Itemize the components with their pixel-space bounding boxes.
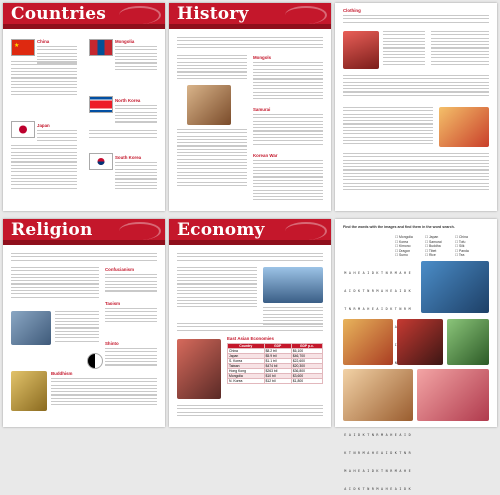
word-list-item: ☐ Dragon [395,248,411,253]
grid-letter[interactable]: A [348,469,351,473]
section-text [343,75,489,98]
table-cell: Japan [228,354,265,359]
grid-letter[interactable]: K [358,487,361,491]
table-cell: $20,300 [291,364,322,369]
grid-letter[interactable]: H [385,487,388,491]
section-text [11,267,99,300]
grid-letter[interactable]: N [385,469,388,473]
section-text [177,129,247,188]
table-cell: Taiwan [228,364,265,369]
grid-letter[interactable]: N [385,271,388,275]
grid-letter[interactable]: E [358,271,361,275]
word-list-item: ☐ Sumo [395,253,408,258]
table-cell: $46,700 [291,354,322,359]
grid-letter[interactable]: N [353,451,356,455]
hanbok-image [343,31,379,69]
grid-letter[interactable]: A [348,433,351,437]
svg-text:★: ★ [14,43,20,49]
grid-letter[interactable]: K [390,307,393,311]
grid-letter[interactable]: I [353,433,356,437]
word-list-item: ☐ Tea [455,253,465,258]
section-heading: Mongols [253,55,272,60]
grid-letter[interactable]: H [353,469,356,473]
grid-letter[interactable]: I [394,343,397,347]
section-text [89,130,157,140]
page-economy [169,219,331,427]
table-header: GDP p.c. [291,344,322,349]
grid-letter[interactable]: E [390,487,393,491]
grid-letter[interactable]: T [399,451,402,455]
section-text [11,145,77,191]
table-cell: $36,800 [291,369,322,374]
intro-text [11,253,157,263]
section-heading: Shinto [105,341,119,346]
grid-letter[interactable]: R [390,271,393,275]
grid-letter[interactable]: D [403,487,407,491]
grid-letter[interactable]: A [385,433,388,437]
grid-letter[interactable]: K [344,451,347,455]
grid-letter[interactable]: H [385,289,388,293]
grid-letter[interactable]: T [381,271,384,275]
grid-letter[interactable]: M [344,271,347,275]
grid-letter[interactable]: R [353,307,356,311]
section-text [105,348,157,368]
table-cell: $22,600 [291,359,322,364]
section-text [383,31,425,67]
economy-table [227,343,323,384]
page-title: Religion [11,220,93,240]
table-cell: $5.9 tril [264,354,291,359]
page-title: History [177,4,249,24]
grid-letter[interactable]: I [348,289,351,293]
grid-letter[interactable]: A [344,487,347,491]
grid-letter[interactable]: H [353,271,356,275]
kimono-image [439,107,489,147]
grid-letter[interactable]: M [408,307,411,311]
grid-letter[interactable]: D [371,469,374,473]
section-text [343,107,433,146]
section-heading: Korean War [253,153,278,158]
table-row [228,379,323,384]
table-cell: $10 bil [264,374,291,379]
section-text [55,311,99,344]
grid-letter[interactable]: T [394,307,397,311]
grid-letter[interactable]: T [362,487,365,491]
section-text [343,15,489,25]
grid-letter[interactable]: K [376,271,379,275]
section-text [177,323,323,333]
grid-letter[interactable]: I [367,469,370,473]
section-heading: Clothing [343,8,361,13]
word-list [395,235,491,258]
grid-letter[interactable]: M [394,271,397,275]
buddha-statue-image [11,371,47,411]
grid-letter[interactable]: D [390,451,393,455]
section-text [177,405,323,418]
grid-letter[interactable]: M [358,307,361,311]
grid-letter[interactable]: N [371,433,374,437]
table-cell: $6,100 [291,349,322,354]
grid-letter[interactable]: K [394,451,397,455]
collage-image [343,319,393,365]
table-cell: Hong Kong [228,369,265,374]
grid-letter[interactable]: I [385,451,388,455]
section-heading: Confucianism [105,267,135,272]
collage-image [421,261,489,313]
grid-letter[interactable]: E [394,433,397,437]
grid-letter[interactable]: E [390,289,393,293]
grid-letter[interactable]: R [376,433,379,437]
grid-letter[interactable]: N [348,307,351,311]
grid-letter[interactable]: M [376,289,379,293]
section-text [115,105,157,125]
word-list-item: ☐ China [455,235,468,239]
grid-letter[interactable]: I [381,307,384,311]
grid-letter[interactable]: M [376,487,379,491]
grid-letter[interactable]: D [353,289,356,293]
section-text [431,31,489,67]
grid-letter[interactable]: D [353,487,356,491]
section-text [177,267,257,310]
grid-letter[interactable]: I [367,271,370,275]
grid-letter[interactable]: D [403,289,407,293]
grid-letter[interactable]: E [358,469,361,473]
table-cell: $1,800 [291,379,322,384]
section-text [177,55,247,81]
grid-letter[interactable]: T [344,307,347,311]
grid-letter[interactable]: R [403,307,407,311]
grid-letter[interactable]: N [367,487,370,491]
section-heading: Buddhism [51,371,73,376]
grid-letter[interactable]: T [362,289,365,293]
table-cell: $8.2 tril [264,349,291,354]
table-cell: N. Korea [228,379,265,384]
grid-letter[interactable]: D [385,307,388,311]
grid-letter[interactable]: N [399,307,402,311]
genghis-khan-portrait-image [187,85,231,125]
collage-image [397,319,443,365]
section-heading: China [37,39,50,44]
grid-letter[interactable]: A [376,307,379,311]
page-countries [3,3,165,211]
south-korea-flag-icon [89,153,113,170]
page-title: Economy [177,220,265,240]
grid-letter[interactable]: K [408,289,411,293]
table-cell: $1.1 tril [264,359,291,364]
grid-letter[interactable]: A [394,487,397,491]
grid-letter[interactable]: A [348,271,351,275]
grid-letter[interactable]: H [367,307,370,311]
grid-letter[interactable]: M [344,469,347,473]
grid-letter[interactable]: H [371,451,374,455]
grid-letter[interactable]: T [367,433,370,437]
section-text [37,130,77,143]
table-title: East Asian Economies [227,336,274,341]
grid-letter[interactable]: A [399,469,402,473]
grid-letter[interactable]: R [408,451,411,455]
section-text [11,61,77,97]
grid-letter[interactable]: H [390,433,393,437]
grid-letter[interactable]: R [371,487,374,491]
table-cell: $3,600 [291,374,322,379]
grid-letter[interactable]: H [403,271,407,275]
grid-letter[interactable]: D [408,433,411,437]
section-text [115,162,157,192]
grid-letter[interactable]: R [390,469,393,473]
puzzle-instruction: Find the words with the images and find them in the word search. [343,225,455,229]
grid-letter[interactable]: R [358,451,361,455]
grid-letter[interactable]: K [408,487,411,491]
collage-image [343,369,413,421]
grid-letter[interactable]: I [399,289,402,293]
page-history [169,3,331,211]
page-culture [335,3,497,211]
section-text [343,153,489,192]
section-text [253,62,323,101]
grid-letter[interactable]: A [362,469,365,473]
word-list-item: ☐ Mongolia [395,235,413,239]
word-list-item: ☐ Korea [395,239,409,244]
intro-text [177,37,323,50]
grid-letter[interactable]: H [403,469,407,473]
grid-letter[interactable]: D [371,271,374,275]
section-text [115,46,157,72]
word-list-item: ☐ Buddha [425,244,441,249]
section-heading: Mongolia [115,39,135,44]
yin-yang-icon [87,353,103,369]
section-heading: South Korea [115,155,142,160]
grid-letter[interactable]: A [381,289,384,293]
table-cell: $12 bil [264,379,291,384]
page-puzzle [335,219,497,491]
section-text [253,160,323,203]
word-list-item: ☐ Samurai [425,239,442,244]
grid-letter[interactable]: K [358,289,361,293]
grid-letter[interactable]: E [408,271,411,275]
skyline-image [263,267,323,303]
table-cell: Mongolia [228,374,265,379]
grid-letter[interactable]: M [394,469,397,473]
north-korea-flag-icon [89,96,113,113]
section-heading: Taoism [105,301,121,306]
word-list-item: ☐ Rice [425,253,436,258]
grid-letter[interactable]: E [376,451,379,455]
section-text [253,114,323,147]
grid-letter[interactable]: I [403,433,407,437]
collage-image [417,369,489,421]
grid-letter[interactable]: E [408,469,411,473]
grid-letter[interactable]: A [394,289,397,293]
grid-letter[interactable]: E [371,307,374,311]
page-religion [3,219,165,427]
section-heading: Samurai [253,107,271,112]
grid-letter[interactable]: A [381,487,384,491]
grid-letter[interactable]: T [348,451,351,455]
word-list-item: ☐ Panda [455,248,469,253]
table-cell: China [228,349,265,354]
grid-letter[interactable]: R [371,289,374,293]
collage-image [447,319,489,365]
grid-letter[interactable]: A [362,307,365,311]
grid-letter[interactable]: A [399,271,402,275]
grid-letter[interactable]: E [344,433,347,437]
grid-letter[interactable]: K [362,433,365,437]
section-text [105,308,157,324]
table-cell: $474 bil [264,364,291,369]
word-list-item: ☐ Silk [455,244,465,249]
grid-letter[interactable]: A [399,433,402,437]
grid-letter[interactable]: K [376,469,379,473]
market-image [177,339,221,399]
grid-letter[interactable]: A [381,451,384,455]
table-header: GDP [264,344,291,349]
grid-letter[interactable]: I [399,487,402,491]
word-list-item: ☐ Kimono [395,244,411,249]
grid-letter[interactable]: A [367,451,370,455]
section-text [105,274,157,294]
section-text [51,378,157,408]
mongolia-flag-icon [89,39,113,56]
table-cell: $263 bil [264,369,291,374]
grid-letter[interactable]: N [403,451,407,455]
section-heading: Japan [37,123,50,128]
grid-letter[interactable]: M [362,451,365,455]
temple-image [11,311,51,345]
word-list-item: ☐ Tibet [425,248,437,253]
table-cell: S. Korea [228,359,265,364]
grid-letter[interactable]: M [381,433,384,437]
word-list-item: ☐ Japan [425,235,439,239]
intro-text [177,253,323,263]
table-header: Country [228,344,265,349]
grid-letter[interactable]: D [358,433,361,437]
grid-letter[interactable]: T [381,469,384,473]
section-heading: North Korea [115,98,141,103]
japan-flag-icon [11,121,35,138]
grid-letter[interactable]: A [344,289,347,293]
grid-letter[interactable]: N [367,289,370,293]
grid-letter[interactable]: N [394,361,397,365]
grid-letter[interactable]: I [348,487,351,491]
page-title: Countries [11,4,107,24]
grid-letter[interactable]: A [394,325,397,329]
word-list-item: ☐ Tofu [455,239,466,244]
china-flag-icon [11,39,35,56]
grid-letter[interactable]: A [362,271,365,275]
